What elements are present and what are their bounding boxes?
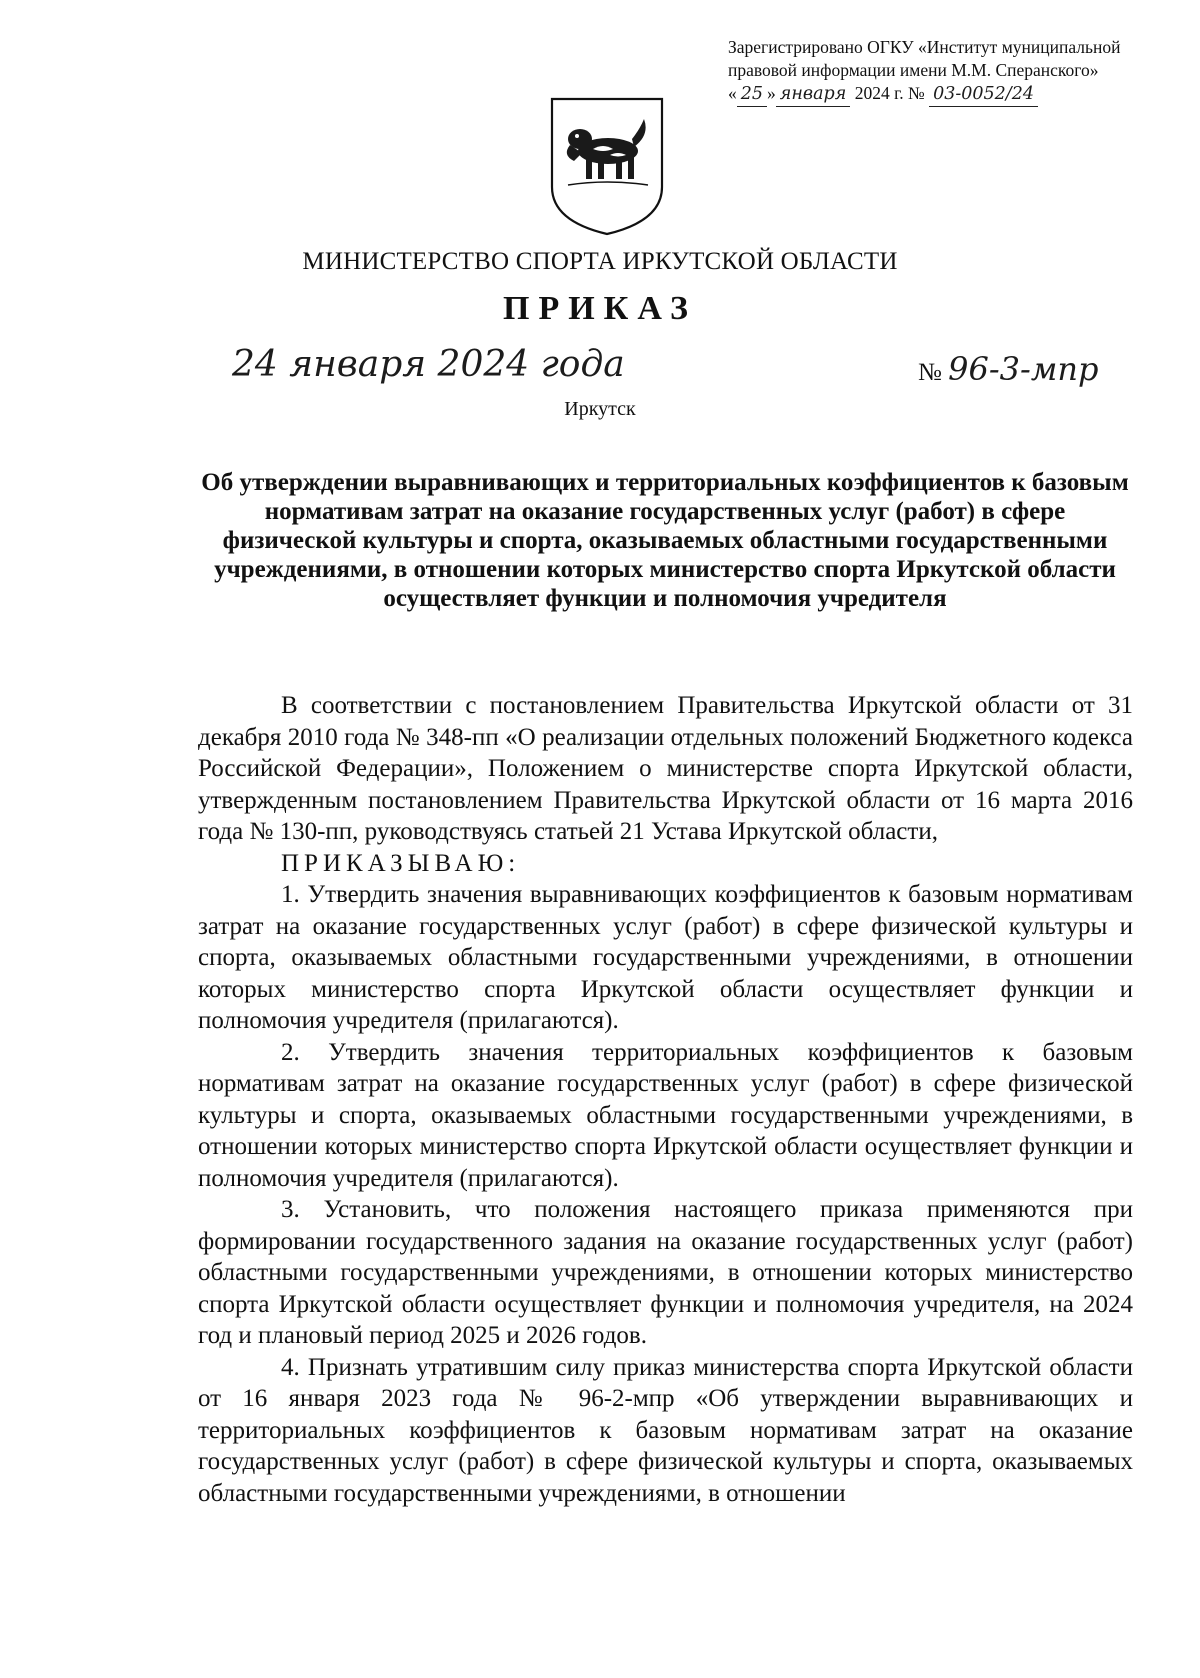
order-item-3: 3. Установить, что положения настоящего приказа применяются при формировании государственного задания на оказание государственных услуг (работ) областными государственными учреждениями, в отношении которых министерство спорта Иркутской области осуществляет функции и полномочия учредителя, на 2024 год и плановый период 2025 и 2026 годов.: [198, 1196, 1133, 1349]
order-number-value: 96-3-мпр: [948, 350, 1099, 388]
registration-stamp: [728, 36, 1168, 107]
order-item-4: 4. Признать утратившим силу приказ министерства спорта Иркутской области от 16 января 2023 года № 96-2-мпр «Об утверждении выравнивающих и территориальных коэффициентов к базовым нормативам затрат на оказание государственных услуг (работ) в сфере физической культуры и спорта, оказываемых областными государственными учреждениями, в отношении: [198, 1353, 1133, 1507]
preamble-paragraph: В соответствии с постановлением Правительства Иркутской области от 31 декабря 2010 года № 348-пп «О реализации отдельных положений Бюджетного кодекса Российской Федерации», Положением о министерстве спорта Иркутской области, утвержденным постановлением Правительства Иркутской области от 16 марта 2016 года № 130-пп, руководствуясь статьей 21 Устава Иркутской области,: [198, 692, 1133, 845]
order-body: [198, 690, 1133, 1509]
ministry-name: МИНИСТЕРСТВО СПОРТА ИРКУТСКОЙ ОБЛАСТИ: [302, 248, 898, 275]
order-command: ПРИКАЗЫВАЮ:: [281, 849, 521, 877]
order-item-1: 1. Утвердить значения выравнивающих коэффициентов к базовым нормативам затрат на оказание государственных услуг (работ) в сфере физической культуры и спорта, оказываемых областными государственными учреждениями, в отношении которых министерство спорта Иркутской области осуществляет функции и полномочия учредителя (прилагаются).: [198, 881, 1133, 1034]
registration-month: января: [776, 83, 851, 107]
irkutsk-coat-of-arms-icon: [548, 95, 666, 237]
order-number-label: №: [918, 359, 942, 386]
registration-open-quote: «: [728, 83, 737, 103]
registration-close-quote: »: [767, 83, 776, 103]
registration-number: 03-0052/24: [929, 83, 1038, 107]
registration-line-1: Зарегистрировано ОГКУ «Институт муниципальной: [728, 37, 1121, 57]
document-type-title: ПРИКАЗ: [503, 290, 697, 327]
registration-line-3: [728, 82, 1168, 107]
order-date: 24 января 2024 года: [232, 344, 625, 385]
order-number: [918, 350, 1098, 388]
registration-line-2: правовой информации имени М.М. Сперанского»: [728, 60, 1099, 80]
order-subject: Об утверждении выравнивающих и территориальных коэффициентов к базовым нормативам затрат на оказание государственных услуг (работ) в сфере физической культуры и спорта, оказываемых областными государственными учреждениями, в отношении которых министерство спорта Иркутской области осуществляет функции и полномочия учредителя: [201, 469, 1129, 612]
registration-day: 25: [737, 83, 767, 107]
city-name: Иркутск: [564, 398, 636, 420]
order-item-2: 2. Утвердить значения территориальных коэффициентов к базовым нормативам затрат на оказание государственных услуг (работ) в сфере физической культуры и спорта, оказываемых областными государственными учреждениями, в отношении которых министерство спорта Иркутской области осуществляет функции и полномочия учредителя (прилагаются).: [198, 1038, 1133, 1192]
registration-year: 2024 г. №: [854, 83, 925, 103]
